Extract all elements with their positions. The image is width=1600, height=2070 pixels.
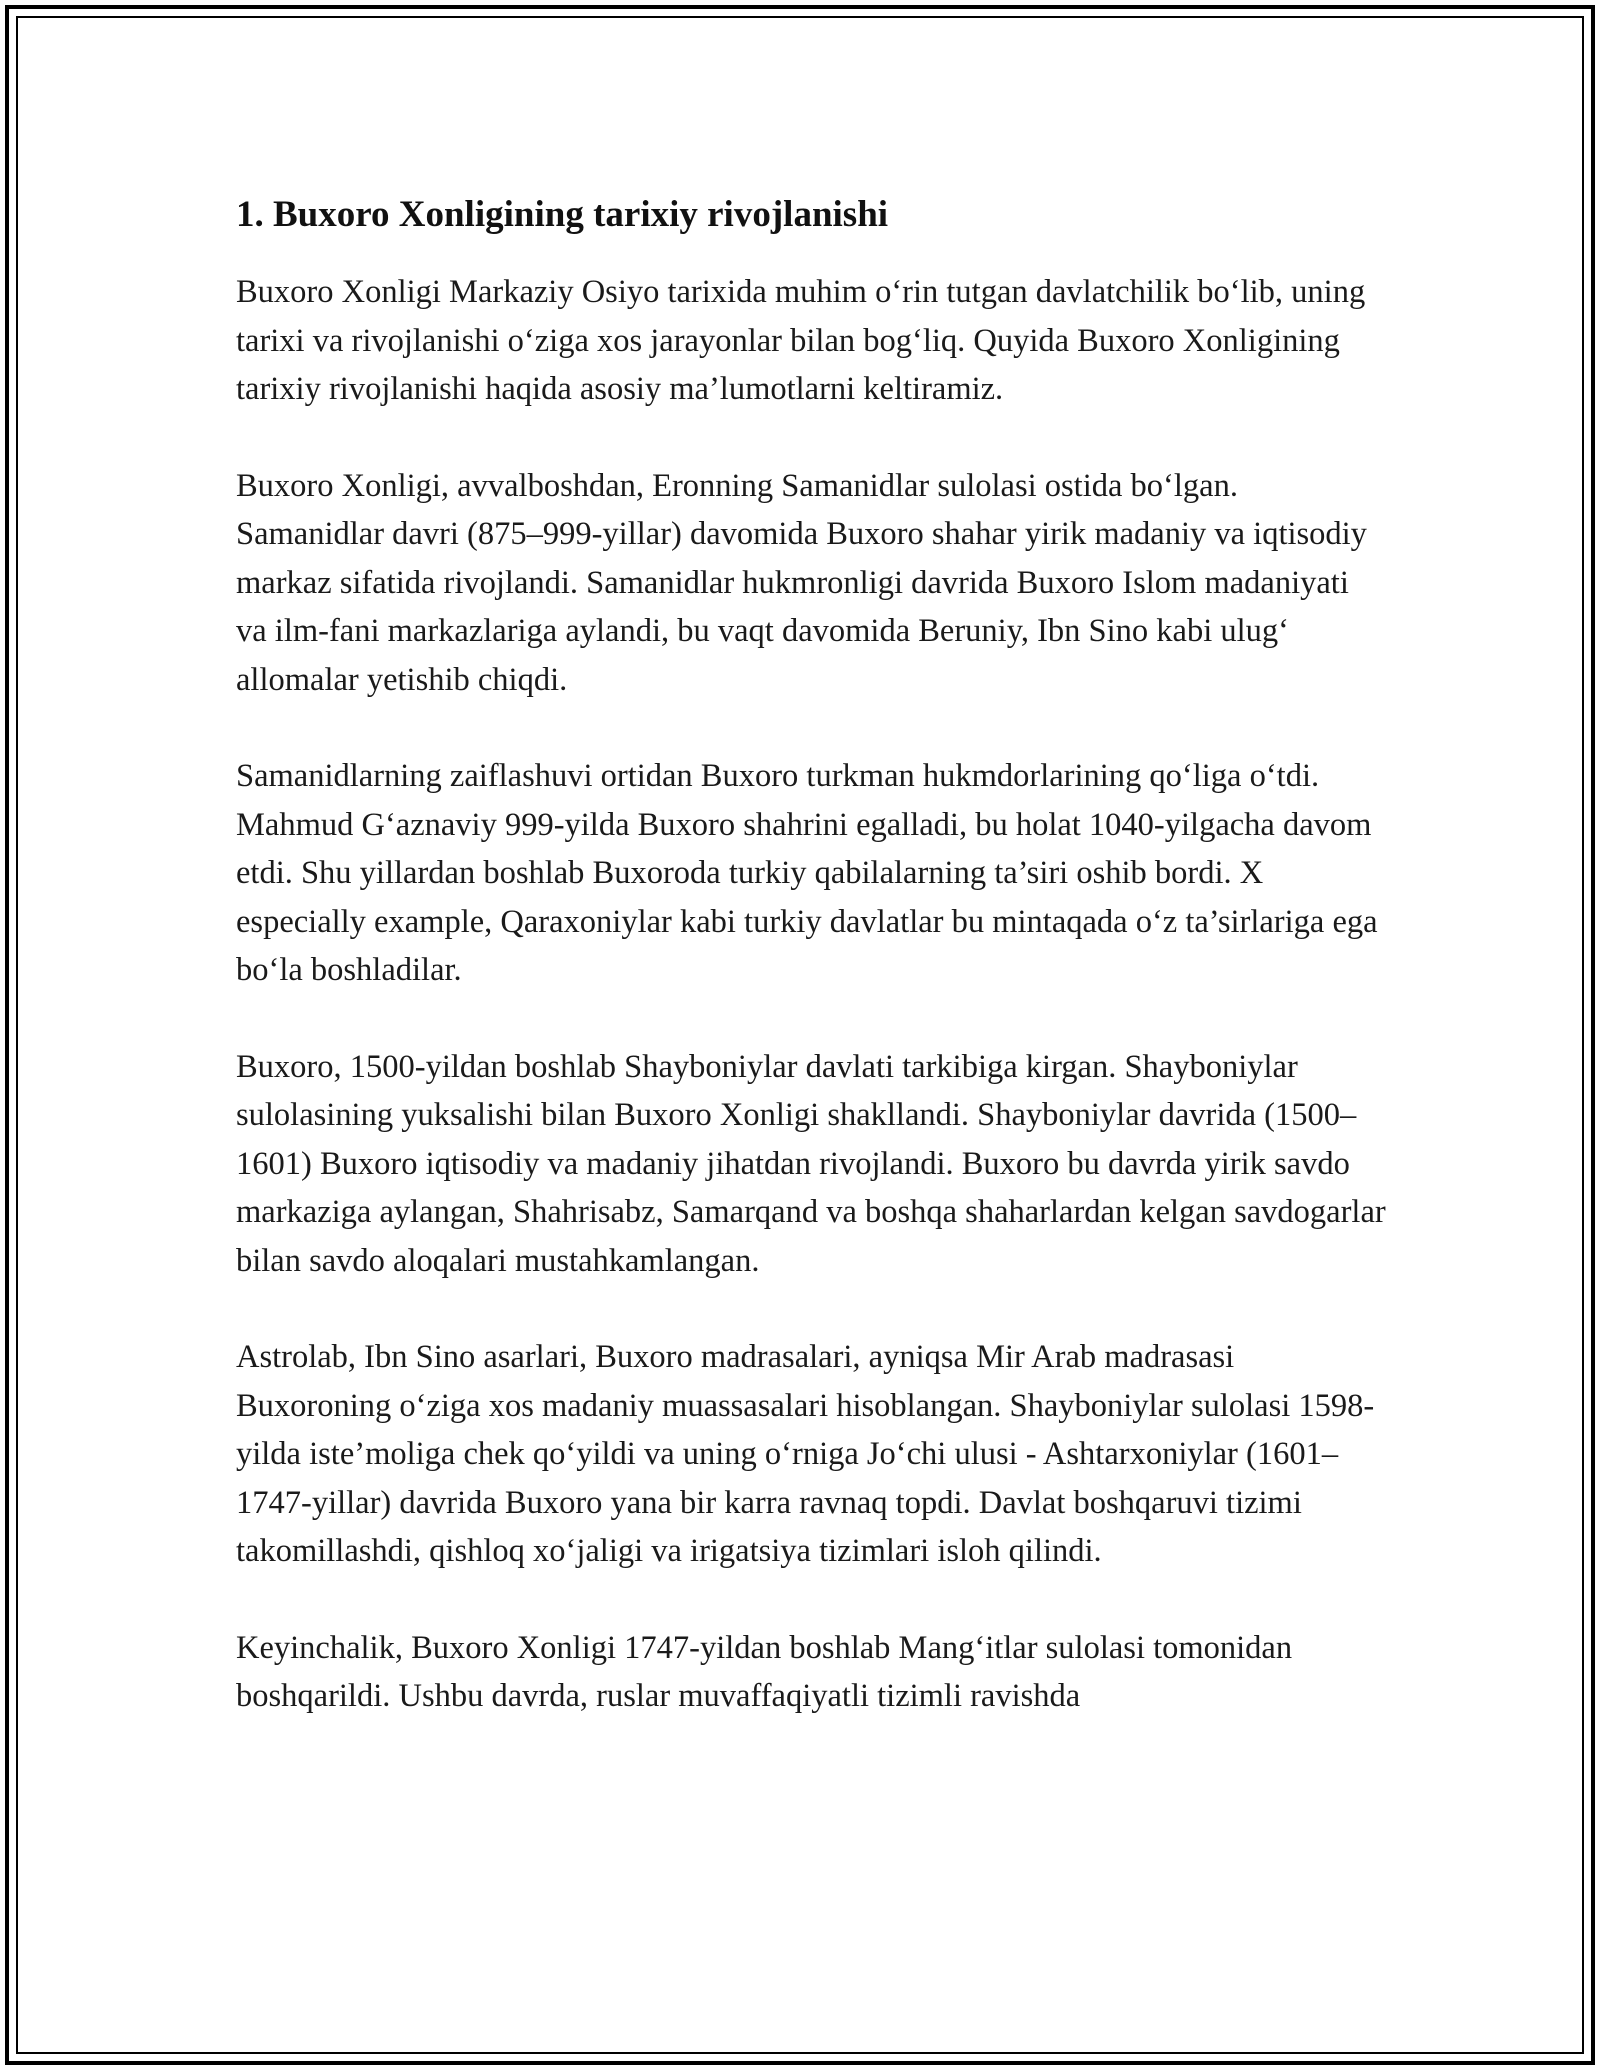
paragraph-mangits: Keyinchalik, Buxoro Xonligi 1747-yildan boshlab Mang‘itlar sulolasi tomonidan boshqarildi. Ushbu davrda, ruslar muvaffaqiyatli tizimli ravishda — [236, 1629, 1293, 1714]
paragraph-culture-ashtarkhanids: Astrolab, Ibn Sino asarlari, Buxoro madrasalari, ayniqsa Mir Arab madrasasi Buxoroning o‘ziga xos madaniy muassasalari hisoblangan. Shayboniylar sulolasi 1598-yilda iste’moliga chek qo‘yildi va uning o‘rniga Jo‘chi ulusi - Ashtarxoniylar (1601–1747-yillar) davrida Buxoro yana bir karra ravnaq topdi. Davlat boshqaruvi tizimi takomillashdi, qishloq xo‘jaligi va irigatsiya tizimlari isloh qilindi. — [236, 1339, 1375, 1569]
section-heading: 1. Buxoro Xonligining tarixiy rivojlanishi — [236, 194, 889, 235]
document-body — [236, 186, 1386, 1769]
paragraph-samanids: Buxoro Xonligi, avvalboshdan, Eronning Samanidlar sulolasi ostida bo‘lgan. Samanidlar davri (875–999-yillar) davomida Buxoro shahar yirik madaniy va iqtisodiy markaz sifatida rivojlandi. Samanidlar hukmronligi davrida Buxoro Islom madaniyati va ilm-fani markazlariga aylandi, bu vaqt davomida Beruniy, Ibn Sino kabi ulug‘ allomalar yetishib chiqdi. — [236, 467, 1367, 698]
paragraph-shaybanids: Buxoro, 1500-yildan boshlab Shayboniylar davlati tarkibiga kirgan. Shayboniylar sulolasining yuksalishi bilan Buxoro Xonligi shakllandi. Shayboniylar davrida (1500–1601) Buxoro iqtisodiy va madaniy jihatdan rivojlandi. Buxoro bu davrda yirik savdo markaziga aylangan, Shahrisabz, Samarqand va boshqa shaharlardan kelgan savdogarlar bilan savdo aloqalari mustahkamlangan. — [236, 1048, 1386, 1279]
paragraph-turkic-rulers: Samanidlarning zaiflashuvi ortidan Buxoro turkman hukmdorlarining qo‘liga o‘tdi. Mahmud G‘aznaviy 999-yilda Buxoro shahrini egalladi, bu holat 1040-yilgacha davom etdi. Shu yillardan boshlab Buxoroda turkiy qabilalarning ta’siri oshib bordi. X especially example, Qaraxoniylar kabi turkiy davlatlar bu mintaqada o‘z ta’sirlariga ega bo‘la boshladilar. — [236, 758, 1378, 988]
paragraph-intro: Buxoro Xonligi Markaziy Osiyo tarixida muhim o‘rin tutgan davlatchilik bo‘lib, uning tarixi va rivojlanishi o‘ziga xos jarayonlar bilan bog‘liq. Quyida Buxoro Xonligining tarixiy rivojlanishi haqida asosiy ma’lumotlarni keltiramiz. — [236, 274, 1366, 407]
